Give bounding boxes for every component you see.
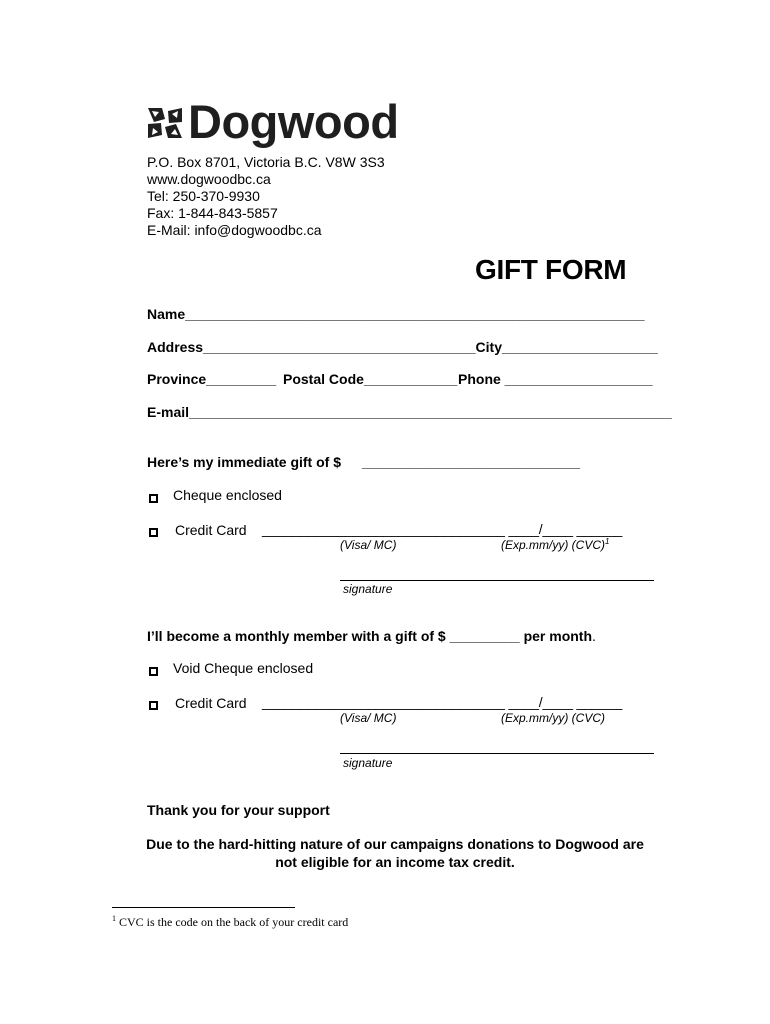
name-field[interactable]: Name___________________________________________________________ xyxy=(147,306,645,322)
page-title: GIFT FORM xyxy=(475,254,627,285)
contact-tel: Tel: 250-370-9930 xyxy=(147,188,260,204)
monthly-credit-card-checkbox[interactable] xyxy=(149,697,158,715)
contact-address: P.O. Box 8701, Victoria B.C. V8W 3S3 xyxy=(147,154,385,170)
footnote-divider xyxy=(112,907,295,908)
monthly-gift-label[interactable]: I’ll become a monthly member with a gift of $ _________ per month. xyxy=(147,628,596,644)
cheque-label: Cheque enclosed xyxy=(173,487,282,503)
monthly-signature-caption: signature xyxy=(343,756,393,770)
province-field[interactable]: Province_________ xyxy=(147,371,277,387)
contact-email[interactable]: E-Mail: info@dogwoodbc.ca xyxy=(147,222,322,238)
signature-caption: signature xyxy=(343,582,393,596)
checkbox-icon xyxy=(149,494,158,503)
card-number-field[interactable]: ________________________________ ____/____ ______ xyxy=(262,521,623,537)
immediate-gift-label: Here’s my immediate gift of $ xyxy=(147,454,341,470)
thanks-text: Thank you for your support xyxy=(147,802,330,818)
cheque-checkbox[interactable] xyxy=(149,490,158,508)
checkbox-icon xyxy=(149,667,158,676)
checkbox-icon xyxy=(149,701,158,710)
footnote: $^1$ CVC is the code on the back of your credit card xyxy=(112,914,349,929)
tax-notice: Due to the hard-hitting nature of our campaigns donations to Dogwood are not eligible for an income tax credit. xyxy=(146,836,644,870)
dogwood-logo xyxy=(146,95,399,148)
monthly-visa-mc-caption: (Visa/ MC) xyxy=(340,711,397,725)
signature-line[interactable] xyxy=(340,580,654,581)
checkbox-icon xyxy=(149,528,158,537)
logo-wordmark: Dogwood xyxy=(188,95,399,148)
monthly-card-number-field[interactable]: ________________________________ ____/____ ______ xyxy=(262,694,623,710)
visa-mc-caption: (Visa/ MC) xyxy=(340,538,397,552)
email-field[interactable]: E-mail______________________________________________________________ xyxy=(147,404,672,420)
dogwood-flower-icon xyxy=(146,104,184,142)
address-city-field[interactable]: Address___________________________________City____________________ xyxy=(147,339,658,355)
monthly-exp-cvc-caption: (Exp.mm/yy) (CVC) xyxy=(501,711,605,725)
exp-cvc-caption: (Exp.mm/yy) (CVC)$^1$ xyxy=(501,537,610,552)
credit-card-checkbox[interactable] xyxy=(149,524,158,542)
contact-fax: Fax: 1-844-843-5857 xyxy=(147,205,278,221)
void-cheque-label: Void Cheque enclosed xyxy=(173,660,314,676)
contact-website[interactable]: www.dogwoodbc.ca xyxy=(147,171,271,187)
immediate-gift-amount-field[interactable]: ____________________________ xyxy=(362,454,581,470)
monthly-credit-card-label: Credit Card xyxy=(175,695,247,711)
credit-card-label: Credit Card xyxy=(175,522,247,538)
footnote-ref: 1 xyxy=(605,537,610,546)
phone-field[interactable]: Phone ___________________ xyxy=(458,371,653,387)
void-cheque-checkbox[interactable] xyxy=(149,663,158,681)
monthly-signature-line[interactable] xyxy=(340,753,654,754)
postal-code-field[interactable]: Postal Code____________ xyxy=(283,371,458,387)
